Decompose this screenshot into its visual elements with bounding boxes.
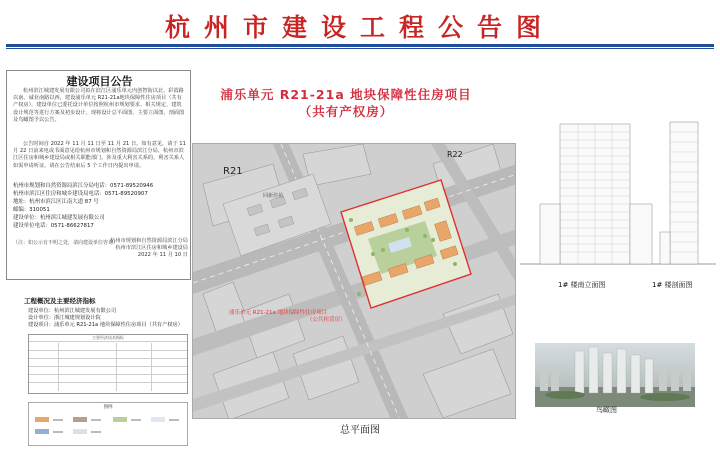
project-title-line-1: 浦乐单元 R21-21a 地块保障性住房项目 <box>220 87 472 102</box>
table-row <box>29 367 187 375</box>
table-title: 主要经济技术指标 <box>29 335 187 342</box>
indicator-project: 建设项目：浦乐单元 R21-21a 地块保障性住房项目（共有产权房） <box>28 322 183 328</box>
contact-developer: 建设单位：杭州滨江城建发展有限公司 <box>13 215 105 221</box>
map-label-neighbor: 回新佳苑 <box>263 193 284 199</box>
caption-section: 1# 楼剖面图 <box>652 281 693 289</box>
title-underline <box>6 44 714 47</box>
elevation-drawings <box>520 112 716 292</box>
legend-swatch-green <box>113 417 127 422</box>
site-plan-drawing <box>193 144 516 419</box>
page-title: 杭州市建设工程公告图 <box>164 13 555 42</box>
table-row <box>29 351 187 359</box>
contact-developer-phone: 建设单位电话：0571-86627817 <box>13 223 94 229</box>
table-row <box>29 383 187 391</box>
title-underline-thin <box>6 48 714 49</box>
indicator-panel <box>6 284 191 452</box>
signoff-date: 2022 年 11 月 10 日 <box>137 252 188 258</box>
map-label-r21: R21 <box>223 166 243 177</box>
signoff-bureau-1: 杭州市规划和自然资源局滨江分局 <box>110 238 188 244</box>
legend-box <box>28 402 188 446</box>
table-row <box>29 375 187 383</box>
map-site-label-2: （公共租赁房） <box>307 317 346 323</box>
legend-swatch-road <box>151 417 165 422</box>
signoff-bureau-2: 杭州市滨江区住房和城乡建设局 <box>115 245 188 251</box>
site-plan-caption: 总平面图 <box>340 425 380 436</box>
aerial-view-image <box>535 343 695 407</box>
notice-paragraph-1: 杭州滨江城建发展有限公司拟在滨江区浦乐单元内创智街以北、彩霞路以南、诚业南路以西，建设浦乐单元 R21-21a地块保障性住房项目（共有产权房），建设单位已委托设计单位按照杭州市规划要求、相关规定、建筑设计规范等进行方案及初步设计，现将设计总平面图、主要立面图、剖面图及鸟瞰图予以公告。 <box>13 88 185 123</box>
legend-swatch-public <box>73 417 87 422</box>
contact-housing-phone: 杭州市滨江区住房和城乡建设局电话：0571-89520907 <box>13 191 148 197</box>
notice-note: （注：如公示有不明之处，请向建设单位咨询） <box>13 240 119 246</box>
contact-postcode: 邮编：310051 <box>13 207 50 213</box>
map-site-label-1: 浦乐单元 R21-21a 地块保障性住房项目 <box>229 310 328 316</box>
site-plan-map <box>192 143 516 419</box>
notice-signoff <box>70 238 188 259</box>
table-row <box>29 343 187 351</box>
legend-title: 图例 <box>103 405 113 410</box>
legend-swatch-water <box>35 429 49 434</box>
project-title-line-2: （共有产权房） <box>298 104 394 119</box>
notice-heading: 建设项目公告 <box>66 75 133 88</box>
indicator-table <box>28 334 188 394</box>
map-label-r22: R22 <box>447 150 463 159</box>
project-title <box>196 86 496 120</box>
contact-address: 地址：杭州市滨江区江南大道 87 号 <box>13 199 99 205</box>
indicator-designer: 设计单位：浙江城建规划设计院 <box>28 315 101 321</box>
table-row <box>29 359 187 367</box>
notice-paragraph-2: 公告时间自 2022 年 11 月 11 日至 11 月 21 日。如有意见，请于 11 月 22 日前来电或书面意见给杭州市规划和自然资源局滨江分局、杭州市滨江区住房和城乡建设局或相关职能部门。涉及重大利害关系的，利害关系人如需申请听证，请在公告结束后 5 个工作日内提出申请。 <box>13 141 186 169</box>
caption-south-elevation: 1# 楼南立面图 <box>558 281 606 289</box>
legend-swatch-residential <box>35 417 49 422</box>
indicator-developer: 建设单位：杭州滨江城建发展有限公司 <box>28 308 117 314</box>
aerial-caption: 鸟瞰图 <box>596 406 617 414</box>
elevation-panel <box>520 112 716 292</box>
indicator-heading: 工程概况及主要经济指标 <box>24 297 96 305</box>
legend-swatch-existing <box>73 429 87 434</box>
header-bar <box>0 0 720 52</box>
contact-planning-phone: 杭州市规划和自然资源局滨江分局电话：0571-89520946 <box>13 183 154 189</box>
